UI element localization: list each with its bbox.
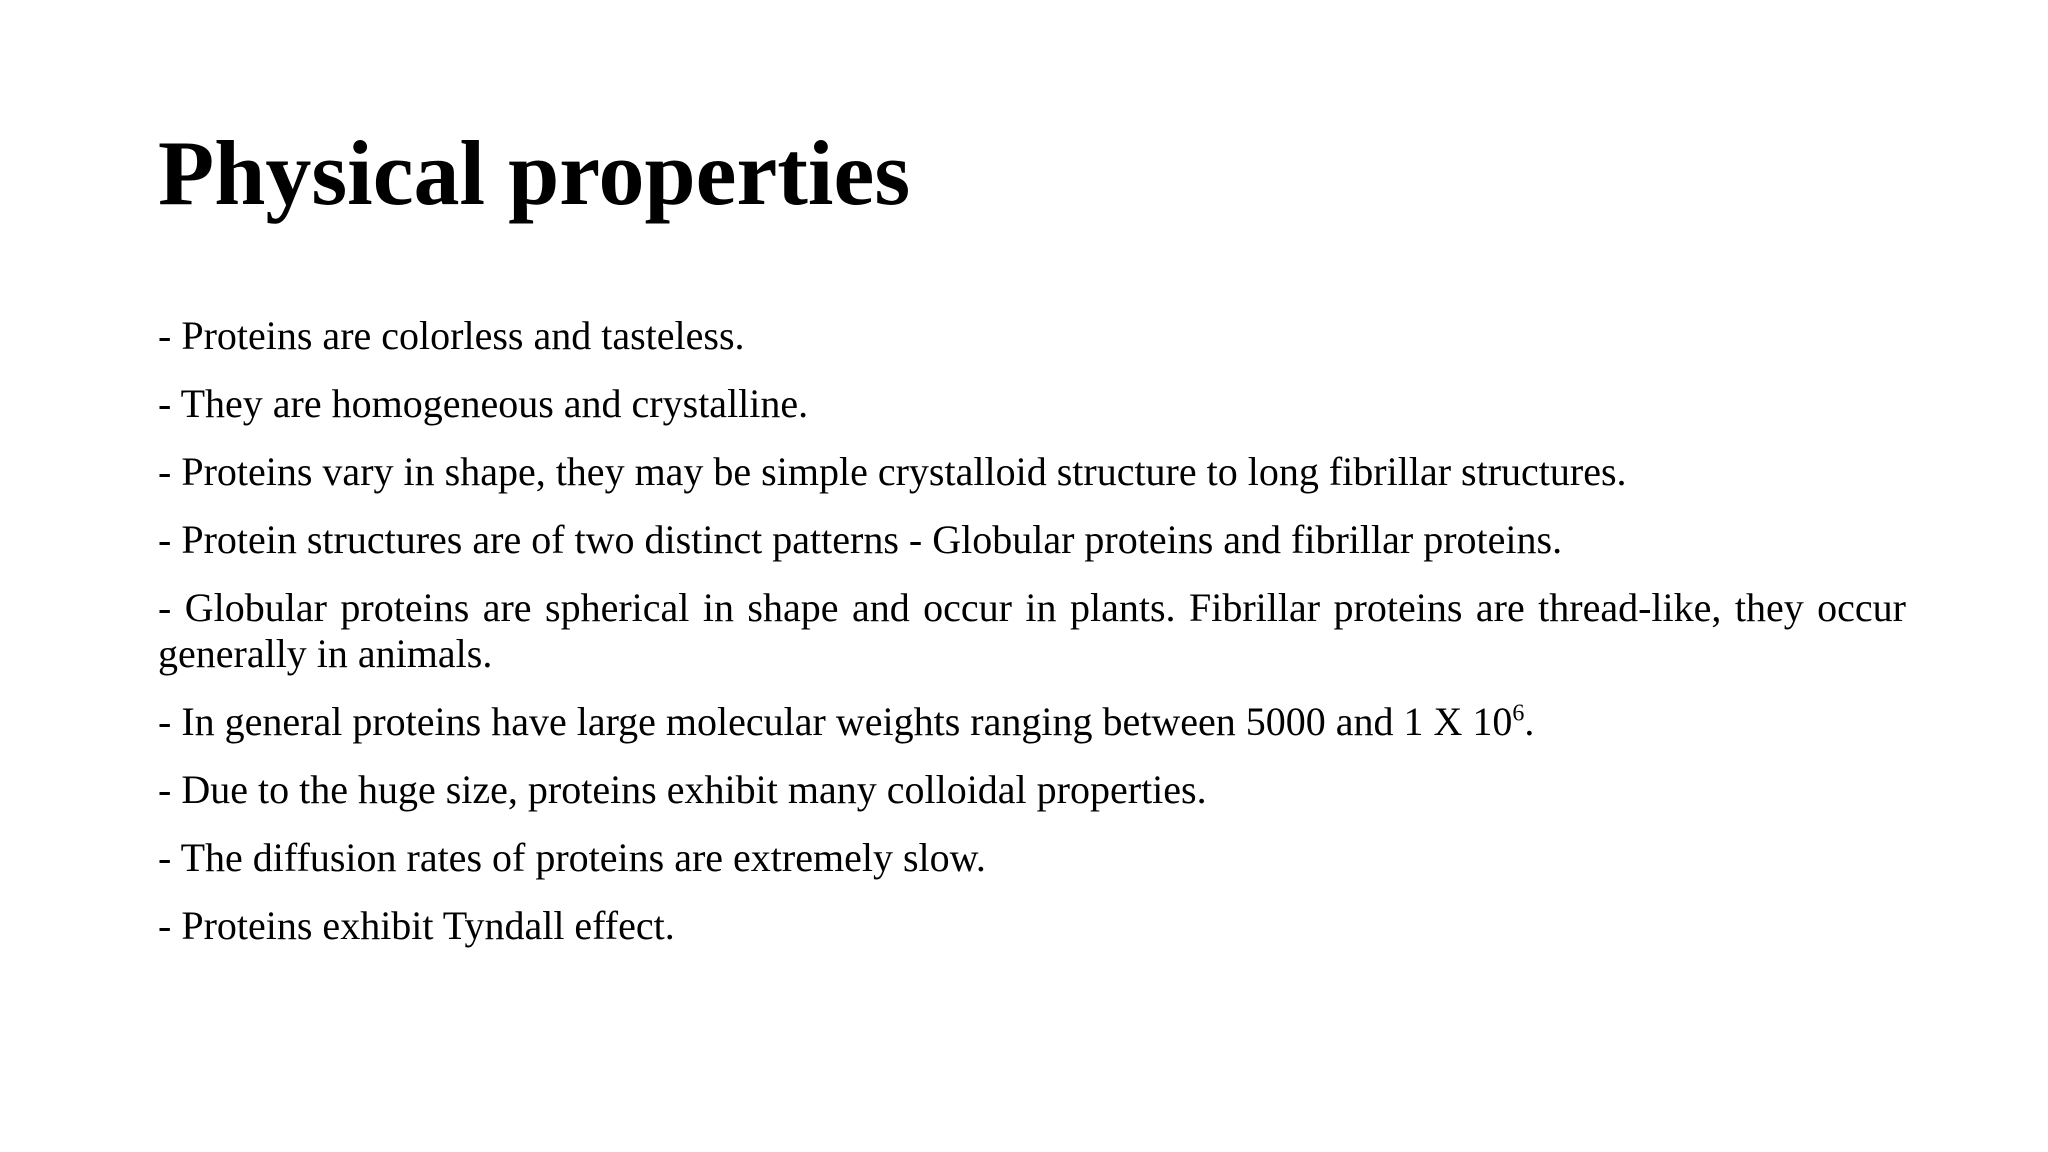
bullet-item: - Due to the huge size, proteins exhibit many colloidal properties.: [158, 767, 1207, 812]
bullet-list: [158, 313, 1906, 949]
bullet-item: - Proteins are colorless and tasteless.: [158, 313, 745, 358]
bullet-item: - They are homogeneous and crystalline.: [158, 381, 809, 426]
bullet-item: - Proteins exhibit Tyndall effect.: [158, 903, 675, 948]
exponent-superscript: 6: [1512, 700, 1525, 727]
bullet-item: - In general proteins have large molecular weights ranging between 5000 and 1 X $10^6$.: [158, 699, 1535, 744]
slide-title: Physical properties: [158, 122, 911, 224]
bullet-item: - Proteins vary in shape, they may be simple crystalloid structure to long fibrillar structures.: [158, 449, 1627, 494]
bullet-item: - The diffusion rates of proteins are extremely slow.: [158, 835, 986, 880]
bullet-item: - Globular proteins are spherical in shape and occur in plants. Fibrillar proteins are thread-like, they occur generally in animals.: [158, 585, 1906, 676]
bullet-item: - Protein structures are of two distinct patterns - Globular proteins and fibrillar proteins.: [158, 517, 1563, 562]
